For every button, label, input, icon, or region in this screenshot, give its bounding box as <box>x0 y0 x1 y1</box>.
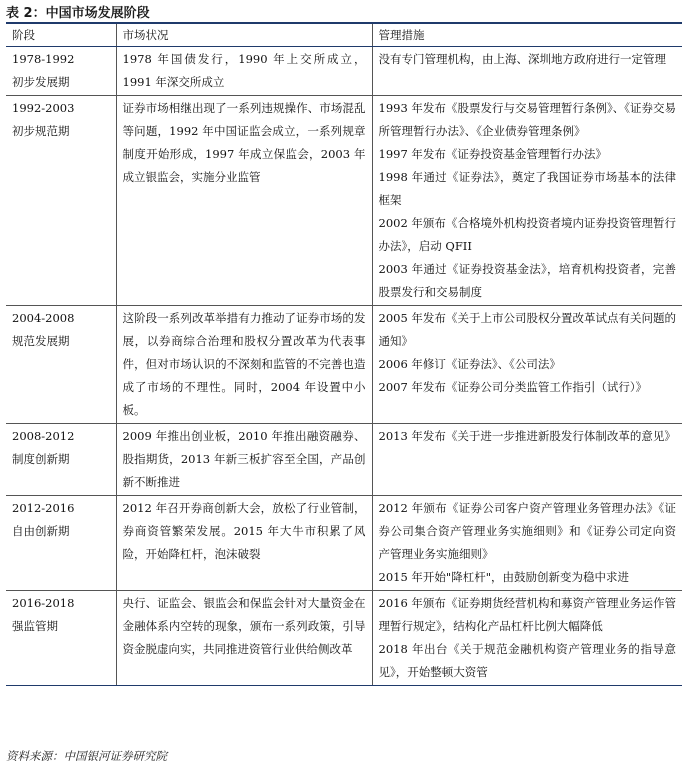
situation-cell <box>116 306 372 424</box>
situation-cell <box>116 424 372 496</box>
header-row <box>6 24 682 47</box>
measure-item: 2018 年出台《关于规范金融机构资产管理业务的指导意见》，开始整顿大资管 <box>378 642 676 679</box>
situation-cell <box>116 591 372 686</box>
source-note: 资料来源：中国银河证券研究院 <box>6 749 167 763</box>
measure-item: 2016 年颁布《证券期货经营机构和募资产管理业务运作管理暂行规定》，结构化产品杠杆比例大幅降低 <box>378 596 676 633</box>
header-situation: 市场状况 <box>116 24 372 47</box>
measures-cell <box>372 496 682 591</box>
measure-item: 2003 年通过《证券投资基金法》，培育机构投资者，完善股票发行和交易制度 <box>378 262 676 299</box>
header-measures: 管理措施 <box>372 24 682 47</box>
table-row <box>6 306 682 424</box>
measures-cell <box>372 47 682 96</box>
stage-period: 2016-2018 <box>12 596 75 610</box>
market-stages-table <box>6 24 682 685</box>
stage-name: 初步发展期 <box>12 75 70 89</box>
measures-cell <box>372 96 682 306</box>
stage-period: 2004-2008 <box>12 311 75 325</box>
measure-item: 2002 年颁布《合格境外机构投资者境内证券投资管理暂行办法》，启动 QFII <box>378 216 676 253</box>
table-caption: 表 2：中国市场发展阶段 <box>6 6 150 21</box>
measures-cell <box>372 591 682 686</box>
stage-period: 2012-2016 <box>12 501 75 515</box>
stage-cell <box>6 306 116 424</box>
situation-text: 证券市场相继出现了一系列违规操作、市场混乱等问题，1992 年中国证监会成立，一系列规章制度开始形成，1997 年成立保监会，2003 年成立银监会，实施分业监管 <box>122 101 366 184</box>
measure-item: 2012 年颁布《证券公司客户资产管理业务管理办法》《证券公司集合资产管理业务实施细则》和《证券公司定向资产管理业务实施细则》 <box>378 501 676 561</box>
measure-item: 2013 年发布《关于进一步推进新股发行体制改革的意见》 <box>378 429 676 443</box>
measures-cell <box>372 424 682 496</box>
stage-name: 自由创新期 <box>12 524 70 538</box>
table-row <box>6 47 682 96</box>
stage-period: 2008-2012 <box>12 429 75 443</box>
table-row <box>6 496 682 591</box>
situation-cell <box>116 496 372 591</box>
measure-item: 没有专门管理机构，由上海、深圳地方政府进行一定管理 <box>378 52 666 66</box>
situation-text: 2012 年召开券商创新大会，放松了行业管制，券商资管繁荣发展。2015 年大牛市积累了风险，开始降杠杆，泡沫破裂 <box>122 501 366 561</box>
stage-period: 1978-1992 <box>12 52 75 66</box>
table-row <box>6 424 682 496</box>
stage-period: 1992-2003 <box>12 101 75 115</box>
measure-item: 2015 年开始"降杠杆"，由鼓励创新变为稳中求进 <box>378 570 629 584</box>
situation-cell <box>116 47 372 96</box>
header-stage: 阶段 <box>6 24 116 47</box>
measure-item: 1997 年发布《证券投资基金管理暂行办法》 <box>378 147 607 161</box>
situation-text: 央行、证监会、银监会和保监会针对大量资金在金融体系内空转的现象，颁布一系列政策，引导资金脱虚向实，共同推进资管行业供给侧改革 <box>122 596 366 656</box>
stage-name: 初步规范期 <box>12 124 70 138</box>
stage-cell <box>6 591 116 686</box>
situation-text: 这阶段一系列改革举措有力推动了证券市场的发展，以券商综合治理和股权分置改革为代表事件，但对市场认识的不深刻和监管的不完善也造成了市场的不理性。同时，2004 年设置中小板。 <box>122 311 366 417</box>
stage-cell <box>6 47 116 96</box>
measure-item: 2006 年修订《证券法》、《公司法》 <box>378 357 561 371</box>
stage-name: 制度创新期 <box>12 452 70 466</box>
table-row <box>6 591 682 686</box>
stage-cell <box>6 96 116 306</box>
situation-text: 1978 年国债发行，1990 年上交所成立，1991 年深交所成立 <box>122 52 366 89</box>
measure-item: 2005 年发布《关于上市公司股权分置改革试点有关问题的通知》 <box>378 311 676 348</box>
measure-item: 1998 年通过《证券法》，奠定了我国证券市场基本的法律框架 <box>378 170 676 207</box>
situation-text: 2009 年推出创业板，2010 年推出融资融券、股指期货，2013 年新三板扩容至全国，产品创新不断推进 <box>122 429 366 489</box>
stage-cell <box>6 496 116 591</box>
stage-cell <box>6 424 116 496</box>
measures-cell <box>372 306 682 424</box>
table-row <box>6 96 682 306</box>
stage-name: 规范发展期 <box>12 334 70 348</box>
measure-item: 2007 年发布《证券公司分类监管工作指引（试行）》 <box>378 380 648 394</box>
market-stages-table-wrapper <box>6 22 682 686</box>
measure-item: 1993 年发布《股票发行与交易管理暂行条例》、《证券交易所管理暂行办法》、《企业债券管理条例》 <box>378 101 676 138</box>
situation-cell <box>116 96 372 306</box>
stage-name: 强监管期 <box>12 619 58 633</box>
